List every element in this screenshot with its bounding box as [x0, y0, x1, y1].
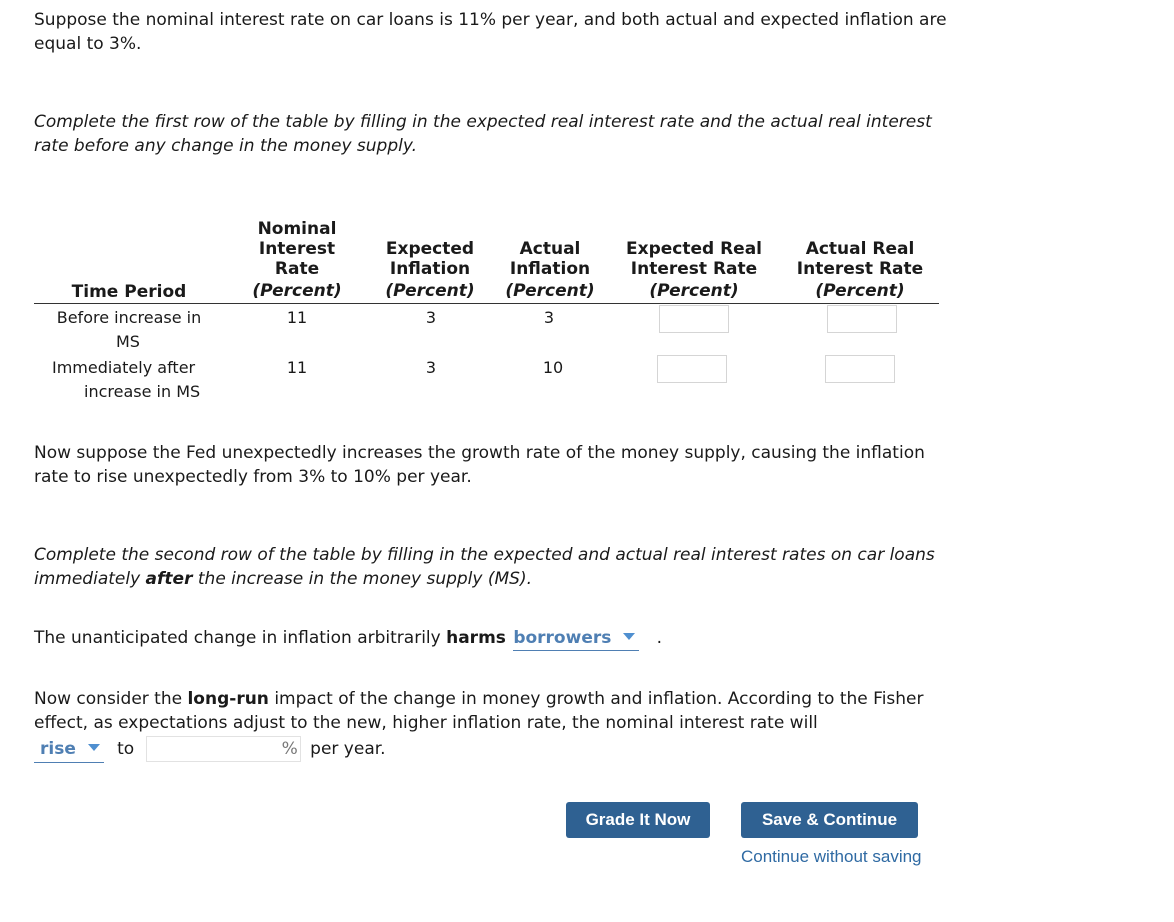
longrun-dropdown-value: rise	[40, 739, 76, 759]
longrun-answer-line	[34, 736, 386, 763]
header-actual-inflation	[496, 239, 604, 301]
grade-it-now-button[interactable]: Grade It Now	[566, 802, 710, 838]
header-actual-real	[782, 239, 938, 301]
header-line: Interest	[258, 239, 336, 259]
header-line: Expected Real	[625, 239, 763, 259]
chevron-down-icon	[623, 633, 635, 640]
header-line: Interest Rate	[796, 259, 924, 279]
period-line: Immediately after	[52, 358, 196, 377]
instruction2-post: the increase in the money supply (MS).	[192, 569, 532, 589]
header-time-period: Time Period	[71, 282, 187, 302]
instruction-second-row	[34, 543, 964, 591]
longrun-to: to	[117, 739, 135, 759]
longrun-post: impact of the change in money growth and inflation. According to the Fisher effect, as expectations adjust to the new, higher inflation rate, the nominal interest rate will	[34, 689, 924, 733]
table-header-rule	[34, 303, 939, 304]
row1-actual-real-input[interactable]	[827, 305, 897, 333]
header-line: Expected	[385, 239, 475, 259]
row2-actual-real-input[interactable]	[825, 355, 895, 383]
nominal-rate-input[interactable]	[146, 736, 282, 762]
longrun-per-year: per year.	[310, 739, 386, 759]
continue-without-saving-link[interactable]: Continue without saving	[741, 847, 922, 866]
intro-text: Suppose the nominal interest rate on car loans is 11% per year, and both actual and expected inflation are equal to 3%.	[34, 10, 947, 54]
percent-sign: %	[282, 736, 301, 762]
row2-expected-inflation: 3	[425, 358, 437, 377]
save-continue-button[interactable]: Save & Continue	[741, 802, 918, 838]
longrun-dropdown[interactable]	[34, 736, 104, 763]
harms-bold: harms	[446, 628, 506, 648]
instruction2-pre: Complete the second row of the table by filling in the expected and actual real interest rates on car loans immediately	[34, 545, 935, 589]
header-percent: (Percent)	[505, 281, 595, 301]
harms-dropdown[interactable]	[513, 626, 639, 651]
header-percent: (Percent)	[252, 281, 342, 301]
longrun-pre: Now consider the	[34, 689, 188, 709]
row1-nominal: 11	[286, 308, 308, 327]
header-percent: (Percent)	[815, 281, 905, 301]
header-expected-real	[614, 239, 774, 301]
row1-period	[34, 306, 224, 354]
period-line: Before increase in	[56, 308, 202, 327]
row1-expected-inflation: 3	[425, 308, 437, 327]
period-line: increase in MS	[84, 382, 201, 401]
header-line: Actual Real	[805, 239, 915, 259]
harms-dropdown-value: borrowers	[513, 628, 612, 648]
scenario-text: Now suppose the Fed unexpectedly increases the growth rate of the money supply, causing the inflation rate to rise unexpectedly from 3% to 10% per year.	[34, 443, 925, 487]
harms-sentence	[34, 626, 954, 651]
harms-post: .	[656, 628, 663, 648]
chevron-down-icon	[88, 744, 100, 751]
header-line: Inflation	[509, 259, 591, 279]
header-line: Actual	[519, 239, 581, 259]
row1-actual-inflation: 3	[543, 308, 555, 327]
longrun-paragraph	[34, 687, 944, 735]
longrun-bold: long-run	[187, 689, 269, 709]
header-line: Interest Rate	[630, 259, 758, 279]
row2-nominal: 11	[286, 358, 308, 377]
row2-actual-inflation: 10	[542, 358, 564, 377]
header-percent: (Percent)	[385, 281, 475, 301]
row2-expected-real-input[interactable]	[657, 355, 727, 383]
header-line: Nominal	[257, 219, 337, 239]
header-expected-inflation	[376, 239, 484, 301]
header-line: Inflation	[389, 259, 471, 279]
instruction2-bold: after	[145, 569, 193, 589]
header-nominal-rate	[244, 219, 350, 301]
row2-period	[34, 356, 234, 404]
header-percent: (Percent)	[649, 281, 739, 301]
row1-expected-real-input[interactable]	[659, 305, 729, 333]
harms-pre: The unanticipated change in inflation arbitrarily	[34, 628, 447, 648]
period-line: MS	[116, 332, 140, 351]
instruction-first-row: Complete the first row of the table by filling in the expected real interest rate and the actual real interest rate before any change in the money supply.	[34, 112, 932, 156]
header-line: Rate	[274, 259, 320, 279]
